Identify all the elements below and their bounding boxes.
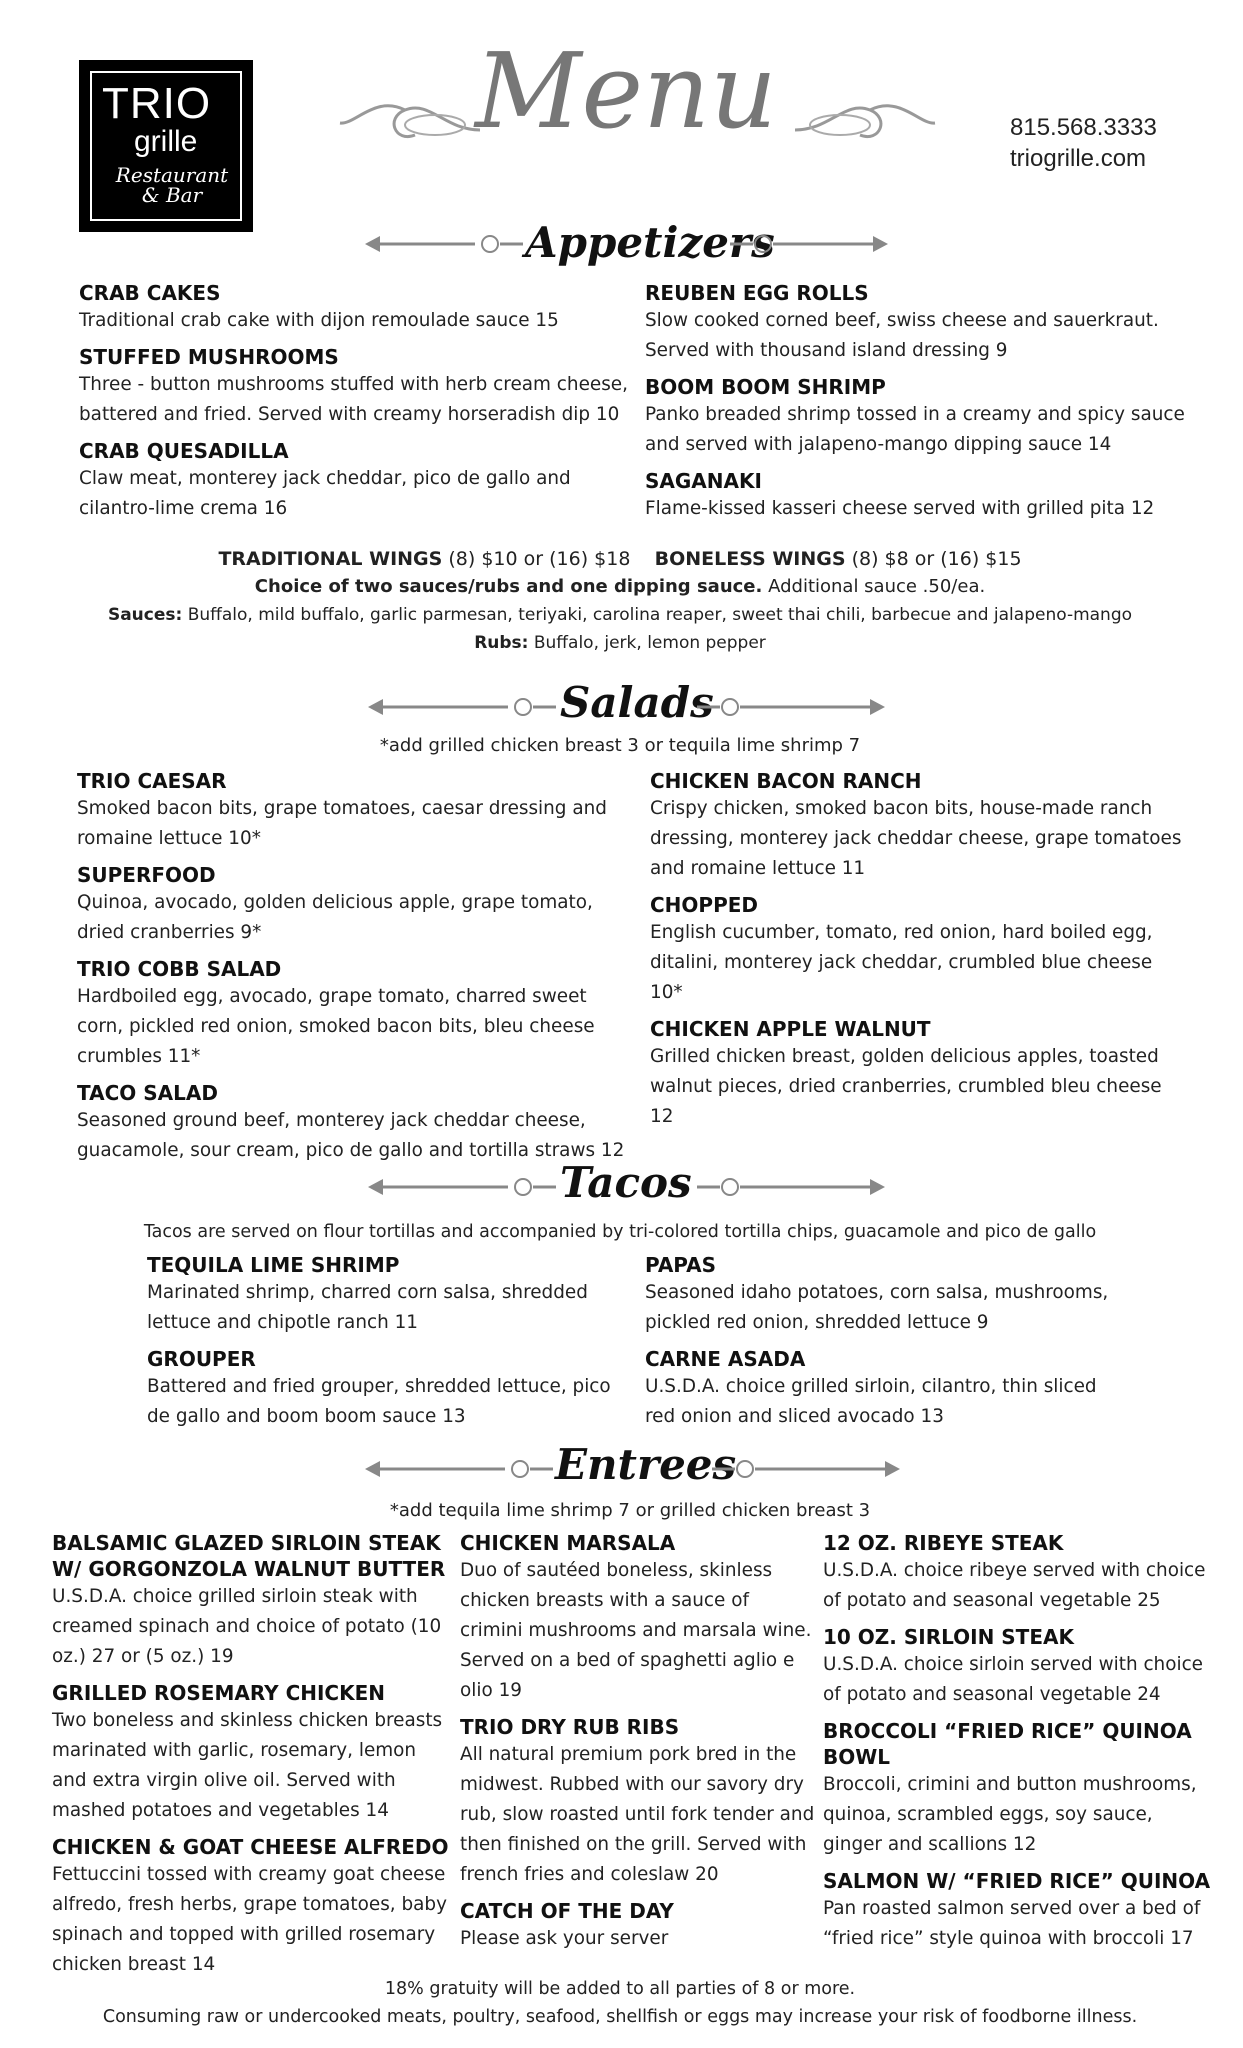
tacos-right-ornament: [695, 1175, 885, 1199]
item-description: Duo of sautéed boneless, skinless chicken breasts with a sauce of crimini mushrooms and marsala wine. Served on a bed of spaghetti aglio e olio 19: [460, 1560, 812, 1701]
wings-block: [60, 545, 1180, 657]
sauces-list: Buffalo, mild buffalo, garlic parmesan, teriyaki, carolina reaper, sweet thai chili, barbecue and jalapeno-mango: [187, 605, 1133, 625]
salads-left-ornament: [368, 695, 558, 719]
item-description: U.S.D.A. choice grilled sirloin, cilantro, thin sliced red onion and sliced avocado 13: [645, 1376, 1097, 1427]
tacos-heading: Tacos: [560, 1158, 692, 1207]
traditional-wings-name: TRADITIONAL WINGS: [218, 548, 443, 570]
menu-item: [147, 1346, 627, 1432]
item-description: Crispy chicken, smoked bacon bits, house-made ranch dressing, monterey jack cheddar cheese, grape tomatoes and romaine lettuce 11: [650, 798, 1182, 879]
item-name: SUPERFOOD: [77, 863, 216, 887]
item-description: Marinated shrimp, charred corn salsa, shredded lettuce and chipotle ranch 11: [147, 1282, 588, 1333]
item-name: CHOPPED: [650, 893, 758, 917]
rubs-list: Buffalo, jerk, lemon pepper: [533, 633, 766, 653]
entrees-left-ornament: [365, 1457, 555, 1481]
salads-left-column: [77, 768, 637, 1174]
item-description: U.S.D.A. choice ribeye served with choice of potato and seasonal vegetable 25: [823, 1560, 1206, 1611]
menu-item: [77, 768, 637, 854]
menu-item: [77, 862, 637, 948]
item-description: Two boneless and skinless chicken breasts marinated with garlic, rosemary, lemon and extra virgin olive oil. Served with mashed potatoes and vegetables 14: [52, 1710, 443, 1821]
menu-item: [52, 1834, 452, 1980]
wings-rubs: [60, 629, 1180, 657]
item-name: TEQUILA LIME SHRIMP: [147, 1253, 400, 1277]
item-description: Seasoned ground beef, monterey jack cheddar cheese, guacamole, sour cream, pico de gallo and tortilla straws 12: [77, 1110, 625, 1161]
item-description: Traditional crab cake with dijon remoulade sauce 15: [79, 310, 559, 331]
item-name: BROCCOLI “FRIED RICE” QUINOA BOWL: [823, 1719, 1192, 1769]
logo-bar: & Bar: [141, 183, 203, 207]
item-name: 10 OZ. SIRLOIN STEAK: [823, 1625, 1074, 1649]
menu-item: [645, 374, 1185, 460]
trio-grille-logo: [79, 60, 253, 232]
menu-item: [79, 344, 639, 430]
item-name: BOOM BOOM SHRIMP: [645, 375, 886, 399]
menu-item: [52, 1680, 452, 1826]
gratuity-notice: 18% gratuity will be added to all parties of 8 or more.: [384, 1979, 856, 1999]
item-description: Seasoned idaho potatoes, corn salsa, mushrooms, pickled red onion, shredded lettuce 9: [645, 1282, 1109, 1333]
item-name: CRAB QUESADILLA: [79, 439, 289, 463]
foodborne-warning: Consuming raw or undercooked meats, poultry, seafood, shellfish or eggs may increase your risk of foodborne illness.: [102, 2007, 1138, 2027]
item-name: TACO SALAD: [77, 1081, 218, 1105]
wings-additional: Additional sauce .50/ea.: [768, 576, 986, 597]
menu-item: [645, 1252, 1125, 1338]
item-name: REUBEN EGG ROLLS: [645, 281, 869, 305]
appetizers-left-column: [79, 280, 639, 532]
menu-item: [823, 1868, 1213, 1954]
item-description: Quinoa, avocado, golden delicious apple, grape tomato, dried cranberries 9*: [77, 892, 593, 943]
menu-item: [460, 1530, 815, 1706]
salads-right-column: [650, 768, 1190, 1140]
item-name: CARNE ASADA: [645, 1347, 806, 1371]
entrees-column-1: [52, 1530, 452, 1988]
entrees-right-ornament: [710, 1457, 900, 1481]
item-description: English cucumber, tomato, red onion, hard boiled egg, ditalini, monterey jack cheddar, crumbled blue cheese 10*: [650, 922, 1153, 1003]
item-name: GROUPER: [147, 1347, 256, 1371]
boneless-wings-name: BONELESS WINGS: [654, 548, 846, 570]
rubs-label: Rubs:: [474, 633, 529, 653]
item-name: SALMON W/ “FRIED RICE” QUINOA: [823, 1869, 1211, 1893]
menu-item: [77, 956, 637, 1072]
appetizers-right-ornament: [728, 232, 888, 256]
tacos-note: Tacos are served on flour tortillas and accompanied by tri-colored tortilla chips, guacamole and pico de gallo: [143, 1222, 1097, 1242]
wings-sauces: [60, 601, 1180, 629]
entrees-heading: Entrees: [555, 1440, 737, 1489]
item-description: Fettuccini tossed with creamy goat cheese alfredo, fresh herbs, grape tomatoes, baby spinach and topped with grilled rosemary chicken breast 14: [52, 1864, 447, 1975]
logo-trio: TRIO: [102, 79, 212, 128]
item-description: Please ask your server: [460, 1928, 669, 1949]
item-description: Battered and fried grouper, shredded lettuce, pico de gallo and boom boom sauce 13: [147, 1376, 611, 1427]
menu-title: Menu: [475, 30, 777, 152]
tacos-left-ornament: [368, 1175, 558, 1199]
menu-item: [460, 1898, 815, 1954]
salads-heading: Salads: [560, 678, 714, 727]
item-name: CHICKEN APPLE WALNUT: [650, 1017, 931, 1041]
menu-item: [823, 1530, 1213, 1616]
contact-info: [1010, 112, 1157, 174]
item-name: SAGANAKI: [645, 469, 762, 493]
website-link[interactable]: triogrille.com: [1010, 145, 1147, 172]
menu-item: [650, 1016, 1190, 1132]
item-description: Slow cooked corned beef, swiss cheese and sauerkraut. Served with thousand island dressing 9: [645, 310, 1159, 361]
item-name: GRILLED ROSEMARY CHICKEN: [52, 1681, 386, 1705]
menu-item: [645, 1346, 1125, 1432]
footer: [60, 1975, 1180, 2031]
item-description: All natural premium pork bred in the midwest. Rubbed with our savory dry rub, slow roasted until fork tender and then finished on the grill. Served with french fries and coleslaw 20: [460, 1744, 815, 1885]
wings-choice-text: Choice of two sauces/rubs and one dipping sauce.: [254, 576, 763, 597]
item-name: CATCH OF THE DAY: [460, 1899, 674, 1923]
item-name: TRIO DRY RUB RIBS: [460, 1715, 680, 1739]
entrees-note: *add tequila lime shrimp 7 or grilled chicken breast 3: [389, 1500, 871, 1521]
wings-choice: [60, 573, 1180, 601]
item-name: CHICKEN & GOAT CHEESE ALFREDO: [52, 1835, 449, 1859]
tacos-right-column: [645, 1252, 1125, 1440]
item-description: U.S.D.A. choice grilled sirloin steak with creamed spinach and choice of potato (10 oz.) 27 or (5 oz.) 19: [52, 1586, 442, 1667]
phone-number[interactable]: 815.568.3333: [1010, 114, 1157, 141]
boneless-wings-price: (8) $8 or (16) $15: [851, 548, 1022, 570]
menu-item: [52, 1530, 452, 1672]
menu-item: [460, 1714, 815, 1890]
item-name: TRIO CAESAR: [77, 769, 227, 793]
item-description: Pan roasted salmon served over a bed of “fried rice” style quinoa with broccoli 17: [823, 1898, 1201, 1949]
entrees-column-3: [823, 1530, 1213, 1962]
right-swirl-ornament: [790, 95, 940, 155]
traditional-wings-price: (8) $10 or (16) $18: [448, 548, 631, 570]
menu-item: [645, 468, 1185, 524]
logo-restaurant: Restaurant: [115, 163, 229, 187]
item-description: Three - button mushrooms stuffed with herb cream cheese, battered and fried. Served with creamy horseradish dip 10: [79, 374, 628, 425]
menu-item: [147, 1252, 627, 1338]
item-name: 12 OZ. RIBEYE STEAK: [823, 1531, 1064, 1555]
menu-item: [79, 280, 639, 336]
item-name: STUFFED MUSHROOMS: [79, 345, 339, 369]
item-description: U.S.D.A. choice sirloin served with choice of potato and seasonal vegetable 24: [823, 1654, 1203, 1705]
item-description: Claw meat, monterey jack cheddar, pico de gallo and cilantro-lime crema 16: [79, 468, 571, 519]
item-description: Panko breaded shrimp tossed in a creamy and spicy sauce and served with jalapeno-mango dipping sauce 14: [645, 404, 1185, 455]
menu-item: [77, 1080, 637, 1166]
item-name: TRIO COBB SALAD: [77, 957, 282, 981]
item-name: BALSAMIC GLAZED SIRLOIN STEAK W/ GORGONZOLA WALNUT BUTTER: [52, 1531, 446, 1581]
menu-item: [823, 1718, 1213, 1860]
menu-item: [650, 768, 1190, 884]
item-description: Broccoli, crimini and button mushrooms, quinoa, scrambled eggs, soy sauce, ginger and scallions 12: [823, 1774, 1197, 1855]
left-swirl-ornament: [335, 95, 485, 155]
menu-item: [79, 438, 639, 524]
item-name: CHICKEN MARSALA: [460, 1531, 676, 1555]
wings-prices: [60, 545, 1180, 573]
tacos-left-column: [147, 1252, 627, 1440]
item-name: PAPAS: [645, 1253, 717, 1277]
menu-item: [823, 1624, 1213, 1710]
item-description: Flame-kissed kasseri cheese served with grilled pita 12: [645, 498, 1155, 519]
appetizers-left-ornament: [365, 232, 525, 256]
appetizers-right-column: [645, 280, 1185, 532]
item-name: CHICKEN BACON RANCH: [650, 769, 922, 793]
appetizers-heading: Appetizers: [525, 218, 775, 267]
logo-subtitle: [112, 165, 232, 205]
item-name: CRAB CAKES: [79, 281, 221, 305]
item-description: Hardboiled egg, avocado, grape tomato, charred sweet corn, pickled red onion, smoked bacon bits, bleu cheese crumbles 11*: [77, 986, 595, 1067]
item-description: Grilled chicken breast, golden delicious apples, toasted walnut pieces, dried cranberries, crumbled bleu cheese 12: [650, 1046, 1162, 1127]
logo-grille: grille: [134, 125, 198, 158]
item-description: Smoked bacon bits, grape tomatoes, caesar dressing and romaine lettuce 10*: [77, 798, 607, 849]
sauces-label: Sauces:: [107, 605, 183, 625]
salads-note: *add grilled chicken breast 3 or tequila lime shrimp 7: [379, 735, 861, 756]
menu-item: [650, 892, 1190, 1008]
salads-right-ornament: [695, 695, 885, 719]
menu-item: [645, 280, 1185, 366]
entrees-column-2: [460, 1530, 815, 1962]
